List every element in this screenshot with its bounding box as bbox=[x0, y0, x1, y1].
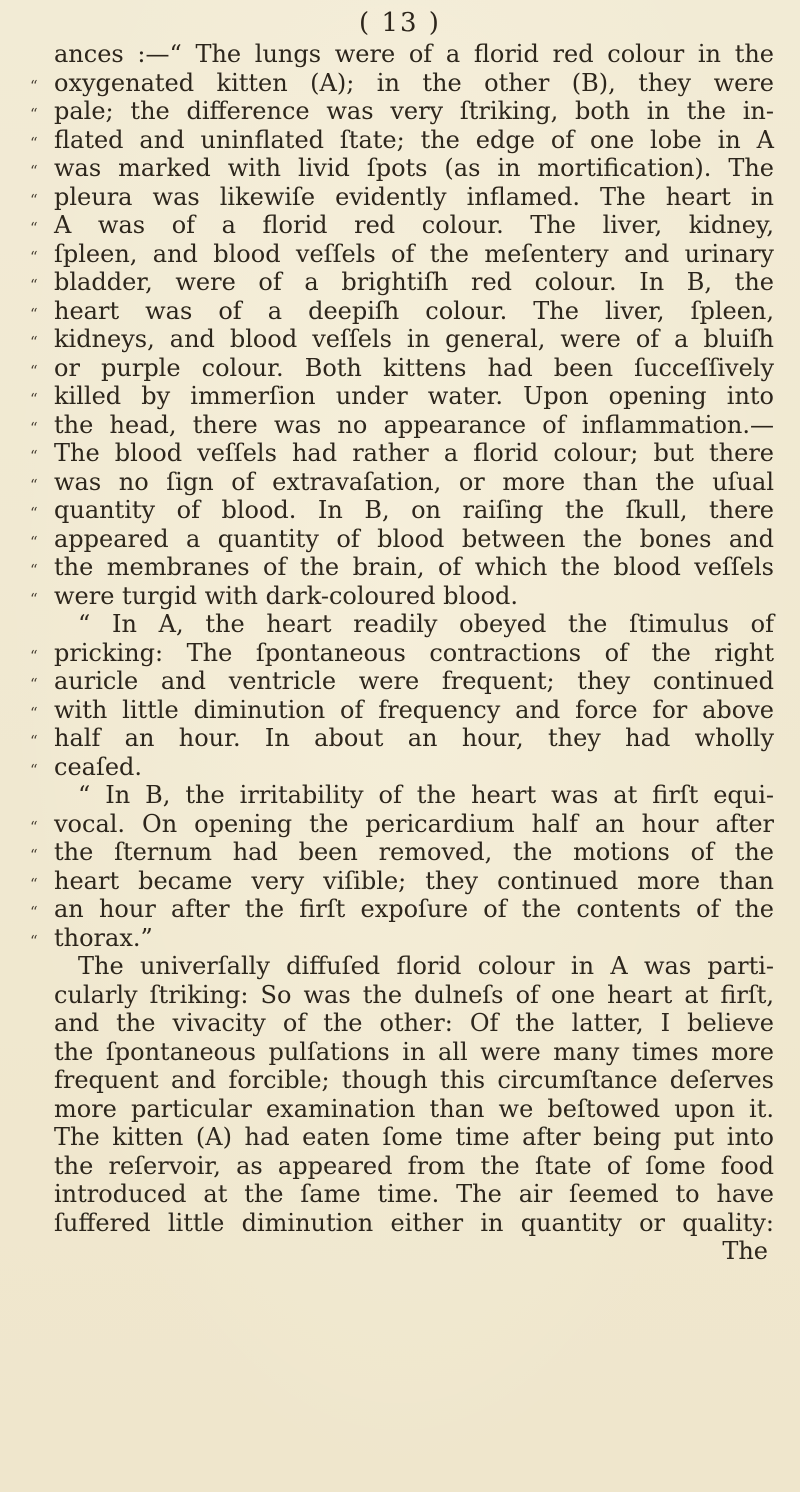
line-text: was marked with livid ſpots (as in mortification). The bbox=[54, 154, 774, 182]
quote-mark: “ bbox=[30, 903, 38, 921]
line-text: half an hour. In about an hour, they had wholly bbox=[54, 724, 774, 752]
line-text: The kitten (A) had eaten ſome time after being put into bbox=[54, 1123, 774, 1151]
quote-mark: “ bbox=[30, 76, 38, 95]
text-line bbox=[30, 325, 774, 354]
text-line bbox=[30, 639, 774, 668]
text-line bbox=[30, 97, 774, 126]
catchword: The bbox=[722, 1237, 768, 1265]
line-text: ſpleen, and blood veſſels of the meſentery and urinary bbox=[54, 239, 774, 268]
text-line bbox=[30, 981, 774, 1010]
text-line bbox=[30, 211, 774, 240]
line-text: The blood veſſels had rather a florid colour; but there bbox=[54, 439, 774, 467]
text-line bbox=[30, 781, 774, 810]
quote-mark: “ bbox=[30, 333, 38, 351]
quote-mark: “ bbox=[30, 361, 38, 380]
quote-mark: “ bbox=[30, 675, 38, 693]
line-text: the membranes of the brain, of which the blood veſſels bbox=[54, 553, 774, 581]
line-text: pricking: The ſpontaneous contractions of the right bbox=[54, 638, 774, 667]
line-text: heart was of a deepiſh colour. The liver, ſpleen, bbox=[54, 296, 774, 325]
line-text: “ In B, the irritability of the heart was at firſt equi- bbox=[78, 781, 774, 809]
line-text: kidneys, and blood veſſels in general, were of a bluiſh bbox=[54, 325, 774, 353]
text-line bbox=[30, 810, 774, 839]
text-line bbox=[30, 924, 774, 953]
quote-mark: “ bbox=[30, 846, 38, 864]
line-text: was no ſign of extravaſation, or more than the uſual bbox=[54, 467, 774, 496]
quote-mark: “ bbox=[30, 504, 38, 522]
text-line bbox=[30, 40, 774, 69]
text-line bbox=[30, 753, 774, 782]
text-line bbox=[30, 525, 774, 554]
text-line bbox=[30, 895, 774, 924]
text-line bbox=[30, 411, 774, 440]
line-text: pleura was likewiſe evidently inflamed. The heart in bbox=[54, 182, 774, 211]
line-text: were turgid with dark-coloured blood. bbox=[54, 581, 519, 610]
text-line bbox=[30, 667, 774, 696]
quote-mark: “ bbox=[30, 105, 38, 123]
line-text: or purple colour. Both kittens had been ſucceſſively bbox=[54, 353, 774, 382]
text-line bbox=[30, 354, 774, 383]
quote-mark: “ bbox=[30, 931, 38, 950]
line-text: the reſervoir, as appeared from the ſtate of ſome food bbox=[54, 1151, 774, 1180]
text-line bbox=[30, 553, 774, 582]
line-text: A was of a florid red colour. The liver, kidney, bbox=[54, 211, 774, 239]
text-line bbox=[30, 1066, 774, 1095]
line-text: the ſternum had been removed, the motions of the bbox=[54, 838, 774, 866]
line-text: heart became very viſible; they continued more than bbox=[54, 866, 774, 895]
quote-mark: “ bbox=[30, 732, 38, 750]
quote-mark: “ bbox=[30, 219, 38, 237]
quote-mark: “ bbox=[30, 703, 38, 722]
quote-mark: “ bbox=[30, 817, 38, 836]
catchword-line bbox=[30, 1237, 774, 1266]
text-line bbox=[30, 297, 774, 326]
line-text: with little diminution of frequency and force for above bbox=[54, 695, 774, 724]
quote-mark: “ bbox=[30, 247, 38, 266]
text-line bbox=[30, 69, 774, 98]
quote-mark: “ bbox=[30, 646, 38, 665]
line-text: cularly ſtriking: So was the dulneſs of one heart at firſt, bbox=[54, 980, 774, 1009]
text-line bbox=[30, 696, 774, 725]
text-line bbox=[30, 240, 774, 269]
line-text: ances :—“ The lungs were of a florid red colour in the bbox=[54, 40, 774, 68]
quote-mark: “ bbox=[30, 390, 38, 408]
line-text: vocal. On opening the pericardium half an hour after bbox=[54, 809, 774, 838]
line-text: introduced at the ſame time. The air ſeemed to have bbox=[54, 1180, 774, 1208]
line-text: more particular examination than we beſtowed upon it. bbox=[54, 1094, 774, 1123]
body-text bbox=[30, 40, 774, 1266]
quote-mark: “ bbox=[30, 447, 38, 465]
quote-mark: “ bbox=[30, 874, 38, 893]
line-text: killed by immerſion under water. Upon opening into bbox=[54, 382, 774, 410]
line-text: an hour after the firſt expoſure of the contents of the bbox=[54, 895, 774, 923]
line-text: and the vivacity of the other: Of the latter, I believe bbox=[54, 1009, 774, 1037]
line-text: bladder, were of a brightiſh red colour. In B, the bbox=[54, 268, 774, 296]
text-line bbox=[30, 952, 774, 981]
line-text: oxygenated kitten (A); in the other (B), they were bbox=[54, 68, 774, 97]
line-text: The univerſally diffuſed florid colour in A was parti- bbox=[78, 952, 774, 980]
quote-mark: “ bbox=[30, 532, 38, 551]
quote-mark: “ bbox=[30, 418, 38, 437]
line-text: the ſpontaneous pulſations in all were many times more bbox=[54, 1037, 774, 1066]
line-text: “ In A, the heart readily obeyed the ſtimulus of bbox=[78, 610, 774, 638]
line-text: appeared a quantity of blood between the bones and bbox=[54, 524, 774, 553]
text-line bbox=[30, 126, 774, 155]
text-line bbox=[30, 183, 774, 212]
quote-mark: “ bbox=[30, 162, 38, 180]
text-line bbox=[30, 1009, 774, 1038]
text-line bbox=[30, 838, 774, 867]
text-line bbox=[30, 724, 774, 753]
line-text: frequent and forcible; though this circumſtance deſerves bbox=[54, 1066, 774, 1094]
text-line bbox=[30, 1152, 774, 1181]
text-line bbox=[30, 1209, 774, 1238]
text-line bbox=[30, 1180, 774, 1209]
text-line bbox=[30, 1123, 774, 1152]
line-text: the head, there was no appearance of inflammation.— bbox=[54, 410, 774, 439]
text-line bbox=[30, 1038, 774, 1067]
text-line bbox=[30, 468, 774, 497]
line-text: pale; the difference was very ſtriking, both in the in- bbox=[54, 97, 774, 125]
quote-mark: “ bbox=[30, 760, 38, 779]
text-line bbox=[30, 268, 774, 297]
text-line bbox=[30, 382, 774, 411]
quote-mark: “ bbox=[30, 561, 38, 579]
quote-mark: “ bbox=[30, 133, 38, 152]
quote-mark: “ bbox=[30, 589, 38, 608]
quote-mark: “ bbox=[30, 190, 38, 209]
text-line bbox=[30, 496, 774, 525]
text-line bbox=[30, 610, 774, 639]
text-line bbox=[30, 439, 774, 468]
text-line bbox=[30, 1095, 774, 1124]
line-text: ceaſed. bbox=[54, 752, 143, 781]
line-text: quantity of blood. In B, on raiſing the ſkull, there bbox=[54, 496, 774, 524]
line-text: thorax.” bbox=[54, 923, 153, 952]
line-text: ſuffered little diminution either in quantity or quality: bbox=[54, 1208, 774, 1237]
line-text: auricle and ventricle were frequent; they continued bbox=[54, 667, 774, 695]
text-line bbox=[30, 582, 774, 611]
line-text: flated and uninflated ſtate; the edge of one lobe in A bbox=[54, 125, 774, 154]
quote-mark: “ bbox=[30, 475, 38, 494]
page-number: ( 13 ) bbox=[359, 8, 441, 38]
quote-mark: “ bbox=[30, 276, 38, 294]
quote-mark: “ bbox=[30, 304, 38, 323]
text-line bbox=[30, 154, 774, 183]
text-line bbox=[30, 867, 774, 896]
